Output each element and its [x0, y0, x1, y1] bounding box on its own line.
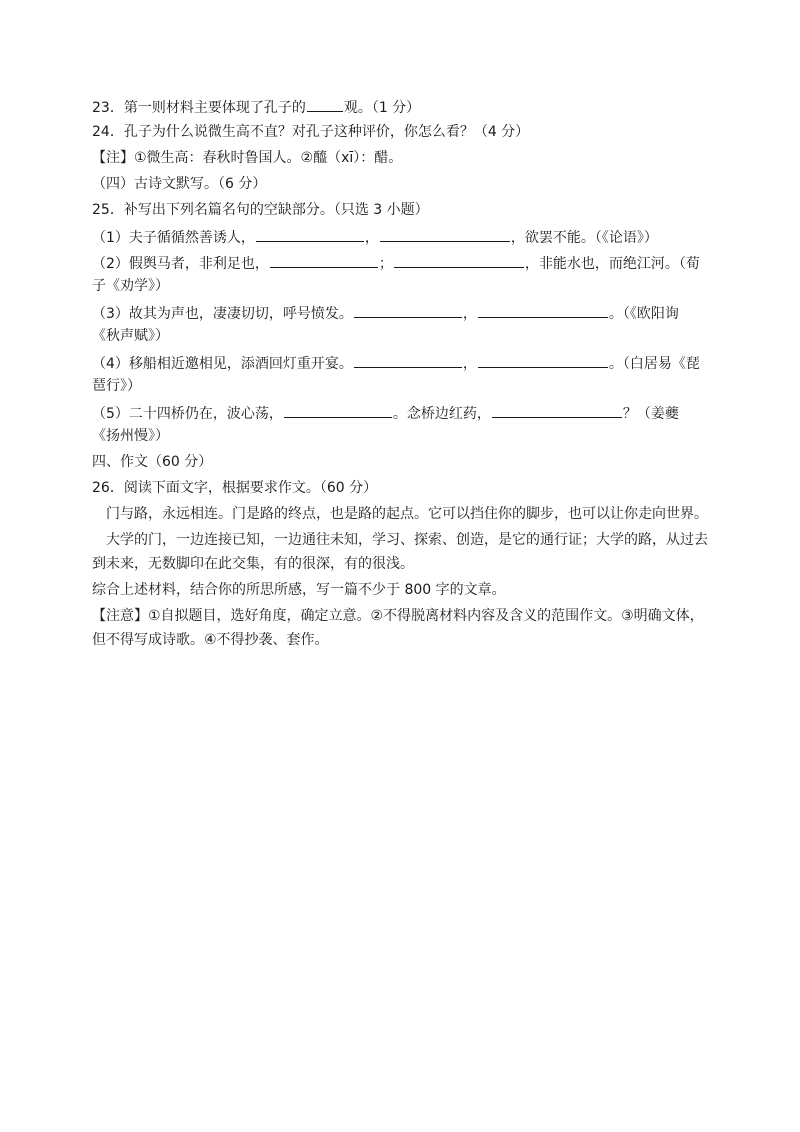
prompt-paragraph-2: 大学的门，一边连接已知，一边通往未知，学习、探索、创造，是它的通行证；大学的路，从过去: [106, 532, 708, 548]
answer-blank[interactable]: [284, 403, 392, 418]
prompt-paragraph-2-cont: 到未来，无数脚印在此交集，有的很深，有的很浅。: [92, 556, 414, 572]
question-24: 24．孔子为什么说微生高不直？对孔子这种评价，你怎么看？（4 分）: [92, 124, 530, 140]
item-text: （4）移船相近邀相见，添酒回灯重开宴。: [92, 356, 353, 372]
answer-blank[interactable]: [270, 253, 378, 268]
item-text: 。念桥边红药，: [392, 406, 491, 422]
item-text: （3）故其为声也，凄凄切切，呼号愤发。: [92, 306, 353, 322]
question-25-item-2: [92, 253, 732, 273]
item-text: ，欲罢不能。（《论语》）: [510, 230, 658, 246]
answer-blank[interactable]: [354, 353, 462, 368]
answer-blank[interactable]: [256, 227, 364, 242]
section-heading-writing: 四、作文（60 分）: [92, 454, 213, 470]
question-25-item-1: [92, 227, 732, 247]
question-25-item-4-cont: 琶行》）: [92, 378, 141, 394]
item-text: ，: [364, 230, 379, 246]
answer-blank[interactable]: [394, 253, 524, 268]
question-25-item-5-cont: 《扬州慢》）: [92, 428, 169, 444]
item-text: 。（白居易《琵: [608, 356, 700, 372]
question-25-item-3-cont: 《秋声赋》）: [92, 328, 169, 344]
question-25-item-4: [92, 353, 732, 373]
section-heading-poetry: （四）古诗文默写。（6 分）: [92, 176, 267, 192]
item-text: ？（姜夔: [622, 406, 679, 422]
item-text: ，: [462, 356, 477, 372]
item-text: 。（《欧阳询: [608, 306, 679, 322]
answer-blank[interactable]: [492, 403, 622, 418]
item-text: （1）夫子循循然善诱人，: [92, 230, 255, 246]
question-23-suffix: 观。（1 分）: [343, 100, 421, 116]
answer-blank[interactable]: [380, 227, 510, 242]
item-text: （2）假舆马者，非利足也，: [92, 256, 269, 272]
item-text: ；: [378, 256, 393, 272]
item-text: （5）二十四桥仍在，波心荡，: [92, 406, 283, 422]
question-25-item-3: [92, 303, 732, 323]
answer-blank[interactable]: [478, 353, 608, 368]
item-text: ，非能水也，而绝江河。（荀: [524, 256, 700, 272]
writing-notes-cont: 但不得写成诗歌。④不得抄袭、套作。: [92, 632, 329, 648]
question-25: 25．补写出下列名篇名句的空缺部分。（只选 3 小题）: [92, 202, 429, 218]
answer-blank[interactable]: [478, 303, 608, 318]
note-annotation: 【注】①微生高：春秋时鲁国人。②醯（xī）：醋。: [92, 150, 403, 166]
item-text: ，: [462, 306, 477, 322]
writing-notes: 【注意】①自拟题目，选好角度，确定立意。②不得脱离材料内容及含义的范围作文。③明确文体，: [92, 608, 704, 624]
prompt-instruction: 综合上述材料，结合你的所思所感，写一篇不少于 800 字的文章。: [92, 582, 506, 598]
answer-blank[interactable]: [354, 303, 462, 318]
question-25-item-2-cont: 子《劝学》）: [92, 278, 169, 294]
question-26: 26．阅读下面文字，根据要求作文。（60 分）: [92, 480, 378, 496]
prompt-paragraph-1: 门与路，永远相连。门是路的终点，也是路的起点。它可以挡住你的脚步，也可以让你走向世界。: [106, 506, 708, 522]
question-25-item-5: [92, 403, 732, 423]
question-23-prefix: 23．第一则材料主要体现了孔子的: [92, 100, 306, 116]
answer-blank[interactable]: [307, 97, 343, 112]
question-23: [92, 97, 732, 117]
